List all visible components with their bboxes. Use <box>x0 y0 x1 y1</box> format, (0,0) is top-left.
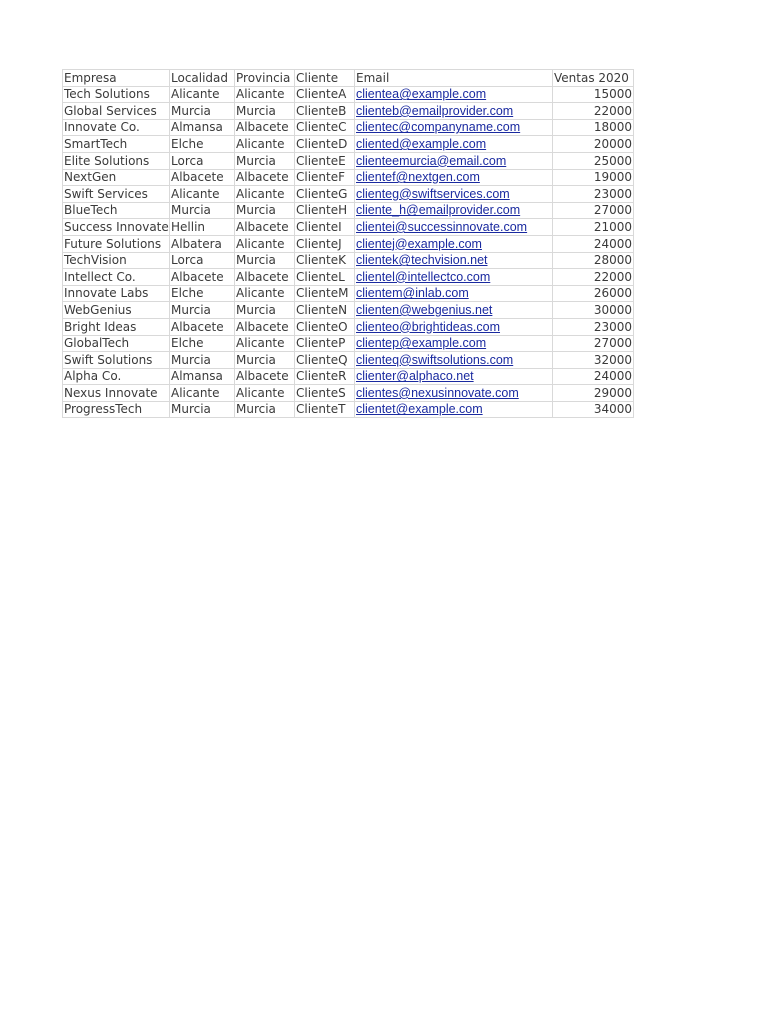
cell-ventas-2020[interactable]: 21000 <box>553 219 634 236</box>
email-link[interactable]: clientej@example.com <box>356 236 482 251</box>
table-row <box>63 352 634 369</box>
cell-email[interactable] <box>355 119 553 136</box>
email-link[interactable]: clienteb@emailprovider.com <box>356 103 514 118</box>
table-row <box>63 202 634 219</box>
email-link[interactable]: clienteq@swiftsolutions.com <box>356 352 514 367</box>
cell-localidad[interactable]: Almansa <box>170 368 235 385</box>
cell-ventas-2020[interactable]: 28000 <box>553 252 634 269</box>
table-row <box>63 368 634 385</box>
cell-cliente[interactable]: ClienteE <box>295 152 355 169</box>
cell-localidad[interactable]: Albacete <box>170 269 235 286</box>
cell-email[interactable] <box>355 219 553 236</box>
table-row <box>63 335 634 352</box>
header-localidad[interactable]: Localidad <box>170 70 235 87</box>
table-row <box>63 235 634 252</box>
table-row <box>63 385 634 402</box>
cell-localidad[interactable]: Murcia <box>170 202 235 219</box>
cell-empresa[interactable]: Intellect Co. <box>63 269 170 286</box>
email-link[interactable]: clientes@nexusinnovate.com <box>356 385 519 400</box>
cell-empresa[interactable]: Success Innovate <box>64 219 169 234</box>
table-row <box>63 136 634 153</box>
cell-email[interactable] <box>355 152 553 169</box>
cell-provincia[interactable]: Alicante <box>235 235 295 252</box>
cell-provincia[interactable]: Alicante <box>235 136 295 153</box>
cell-localidad[interactable]: Elche <box>170 335 235 352</box>
cell-ventas-2020[interactable]: 32000 <box>553 352 634 369</box>
cell-email[interactable] <box>355 318 553 335</box>
cell-empresa[interactable]: Innovate Labs <box>63 285 170 302</box>
cell-provincia[interactable]: Murcia <box>235 103 295 120</box>
cell-ventas-2020[interactable]: 19000 <box>553 169 634 186</box>
table-row <box>63 86 634 103</box>
cell-email[interactable] <box>355 385 553 402</box>
cell-localidad[interactable]: Almansa <box>170 119 235 136</box>
header-email[interactable]: Email <box>355 70 553 87</box>
cell-cliente[interactable]: ClienteS <box>295 385 355 402</box>
cell-provincia[interactable]: Murcia <box>235 352 295 369</box>
cell-email[interactable] <box>355 235 553 252</box>
cell-ventas-2020[interactable]: 24000 <box>553 368 634 385</box>
cell-provincia[interactable]: Albacete <box>235 119 295 136</box>
table-row <box>63 318 634 335</box>
cell-cliente[interactable]: ClienteQ <box>295 352 355 369</box>
cell-empresa[interactable]: Elite Solutions <box>63 152 170 169</box>
cell-localidad[interactable]: Alicante <box>170 186 235 203</box>
cell-provincia[interactable]: Murcia <box>235 202 295 219</box>
cell-cliente[interactable]: ClienteK <box>295 252 355 269</box>
cell-localidad[interactable]: Elche <box>170 285 235 302</box>
cell-cliente[interactable]: ClienteC <box>295 119 355 136</box>
cell-email[interactable] <box>355 285 553 302</box>
cell-empresa[interactable]: BlueTech <box>63 202 170 219</box>
email-link[interactable]: clientek@techvision.net <box>356 253 488 268</box>
cell-localidad[interactable]: Albacete <box>170 318 235 335</box>
cell-localidad[interactable]: Albatera <box>170 235 235 252</box>
cell-empresa[interactable]: Swift Solutions <box>63 352 170 369</box>
cell-localidad[interactable]: Murcia <box>170 103 235 120</box>
cell-email[interactable] <box>355 401 553 418</box>
email-link[interactable]: clienten@webgenius.net <box>356 302 493 317</box>
cell-ventas-2020[interactable]: 23000 <box>553 318 634 335</box>
cell-provincia[interactable]: Alicante <box>235 285 295 302</box>
cell-provincia[interactable]: Murcia <box>235 252 295 269</box>
cell-provincia[interactable]: Alicante <box>235 385 295 402</box>
header-row <box>63 70 634 87</box>
cell-empresa[interactable]: TechVision <box>63 252 170 269</box>
email-link[interactable]: clienteemurcia@email.com <box>356 153 507 168</box>
spreadsheet-table <box>62 69 634 418</box>
cell-localidad[interactable]: Elche <box>170 136 235 153</box>
table-row <box>63 269 634 286</box>
header-ventas-2020[interactable]: Ventas 2020 <box>553 70 634 87</box>
cell-empresa[interactable]: Swift Services <box>63 186 170 203</box>
header-provincia[interactable]: Provincia <box>235 70 295 87</box>
cell-empresa[interactable]: Global Services <box>63 103 170 120</box>
cell-empresa[interactable]: Alpha Co. <box>63 368 170 385</box>
cell-ventas-2020[interactable]: 27000 <box>553 202 634 219</box>
cell-ventas-2020[interactable]: 29000 <box>553 385 634 402</box>
email-link[interactable]: clienteo@brightideas.com <box>356 319 501 334</box>
cell-ventas-2020[interactable]: 34000 <box>553 401 634 418</box>
email-link[interactable]: clienter@alphaco.net <box>356 369 474 384</box>
cell-cliente[interactable]: ClienteH <box>295 202 355 219</box>
cell-email[interactable] <box>355 136 553 153</box>
cell-provincia[interactable]: Alicante <box>235 335 295 352</box>
cell-cliente[interactable]: ClienteB <box>295 103 355 120</box>
cell-cliente[interactable]: ClienteR <box>295 368 355 385</box>
table-row <box>63 401 634 418</box>
cell-provincia[interactable]: Albacete <box>235 269 295 286</box>
header-empresa[interactable]: Empresa <box>63 70 170 87</box>
cell-ventas-2020[interactable]: 24000 <box>553 235 634 252</box>
header-cliente[interactable]: Cliente <box>295 70 355 87</box>
cell-email[interactable] <box>355 202 553 219</box>
cell-localidad[interactable]: Lorca <box>170 152 235 169</box>
cell-cliente[interactable]: ClienteL <box>295 269 355 286</box>
table-row <box>63 103 634 120</box>
cell-empresa[interactable]: GlobalTech <box>63 335 170 352</box>
cell-empresa[interactable]: ProgressTech <box>63 401 170 418</box>
cell-provincia[interactable]: Murcia <box>235 152 295 169</box>
cell-localidad[interactable]: Alicante <box>170 385 235 402</box>
cell-provincia[interactable]: Albacete <box>235 368 295 385</box>
spreadsheet-body <box>63 70 634 418</box>
cell-provincia[interactable]: Albacete <box>235 318 295 335</box>
cell-cliente[interactable]: ClienteP <box>295 335 355 352</box>
cell-cliente[interactable]: ClienteM <box>295 285 355 302</box>
table-row <box>63 169 634 186</box>
cell-email[interactable] <box>355 269 553 286</box>
cell-cliente[interactable]: ClienteF <box>295 169 355 186</box>
cell-localidad[interactable]: Albacete <box>170 169 235 186</box>
cell-ventas-2020[interactable]: 15000 <box>553 86 634 103</box>
cell-empresa[interactable]: Tech Solutions <box>63 86 170 103</box>
email-link[interactable]: clientei@successinnovate.com <box>356 219 528 234</box>
cell-email[interactable] <box>355 186 553 203</box>
table-row <box>63 252 634 269</box>
cell-cliente[interactable]: ClienteJ <box>295 235 355 252</box>
cell-provincia[interactable]: Murcia <box>235 401 295 418</box>
cell-ventas-2020[interactable]: 18000 <box>553 119 634 136</box>
email-link[interactable]: cliente_h@emailprovider.com <box>356 203 521 218</box>
table-row <box>63 186 634 203</box>
cell-ventas-2020[interactable]: 23000 <box>553 186 634 203</box>
cell-empresa[interactable]: NextGen <box>63 169 170 186</box>
cell-cliente[interactable]: ClienteN <box>295 302 355 319</box>
cell-email[interactable] <box>355 335 553 352</box>
cell-email[interactable] <box>355 103 553 120</box>
cell-empresa[interactable]: Bright Ideas <box>63 318 170 335</box>
cell-localidad[interactable]: Murcia <box>170 401 235 418</box>
email-link[interactable]: cliented@example.com <box>356 136 487 151</box>
email-link[interactable]: clientep@example.com <box>356 336 487 351</box>
cell-email[interactable] <box>355 302 553 319</box>
cell-ventas-2020[interactable]: 25000 <box>553 152 634 169</box>
cell-email[interactable] <box>355 352 553 369</box>
cell-cliente[interactable]: ClienteT <box>295 401 355 418</box>
email-link[interactable]: clientef@nextgen.com <box>356 170 480 185</box>
cell-cliente[interactable]: ClienteD <box>295 136 355 153</box>
cell-cliente[interactable]: ClienteI <box>295 219 355 236</box>
cell-email[interactable] <box>355 86 553 103</box>
table-row <box>63 285 634 302</box>
email-link[interactable]: clientel@intellectco.com <box>356 269 491 284</box>
cell-provincia[interactable]: Albacete <box>235 219 295 236</box>
cell-provincia[interactable]: Albacete <box>235 169 295 186</box>
cell-localidad[interactable]: Lorca <box>170 252 235 269</box>
cell-cliente[interactable]: ClienteA <box>295 86 355 103</box>
email-link[interactable]: clientec@companyname.com <box>356 120 521 135</box>
cell-localidad[interactable]: Hellin <box>170 219 235 236</box>
cell-empresa[interactable]: SmartTech <box>63 136 170 153</box>
cell-cliente[interactable]: ClienteO <box>295 318 355 335</box>
table-row <box>63 302 634 319</box>
cell-provincia[interactable]: Murcia <box>235 302 295 319</box>
cell-cliente[interactable]: ClienteG <box>295 186 355 203</box>
cell-localidad[interactable]: Murcia <box>170 352 235 369</box>
cell-localidad[interactable]: Alicante <box>170 86 235 103</box>
cell-empresa[interactable]: WebGenius <box>63 302 170 319</box>
email-link[interactable]: clientem@inlab.com <box>356 286 469 301</box>
cell-localidad[interactable]: Murcia <box>170 302 235 319</box>
cell-ventas-2020[interactable]: 27000 <box>553 335 634 352</box>
cell-ventas-2020[interactable]: 30000 <box>553 302 634 319</box>
email-link[interactable]: clienteg@swiftservices.com <box>356 186 510 201</box>
cell-ventas-2020[interactable]: 22000 <box>553 269 634 286</box>
cell-empresa[interactable]: Future Solutions <box>63 235 170 252</box>
cell-ventas-2020[interactable]: 22000 <box>553 103 634 120</box>
table-row <box>63 152 634 169</box>
cell-email[interactable] <box>355 368 553 385</box>
cell-provincia[interactable]: Alicante <box>235 186 295 203</box>
cell-provincia[interactable]: Alicante <box>235 86 295 103</box>
cell-empresa[interactable]: Nexus Innovate <box>63 385 170 402</box>
table-row <box>63 219 634 236</box>
cell-ventas-2020[interactable]: 20000 <box>553 136 634 153</box>
cell-email[interactable] <box>355 169 553 186</box>
email-link[interactable]: clientet@example.com <box>356 402 483 417</box>
cell-empresa[interactable]: Innovate Co. <box>63 119 170 136</box>
cell-ventas-2020[interactable]: 26000 <box>553 285 634 302</box>
email-link[interactable]: clientea@example.com <box>356 87 487 102</box>
cell-email[interactable] <box>355 252 553 269</box>
table-row <box>63 119 634 136</box>
